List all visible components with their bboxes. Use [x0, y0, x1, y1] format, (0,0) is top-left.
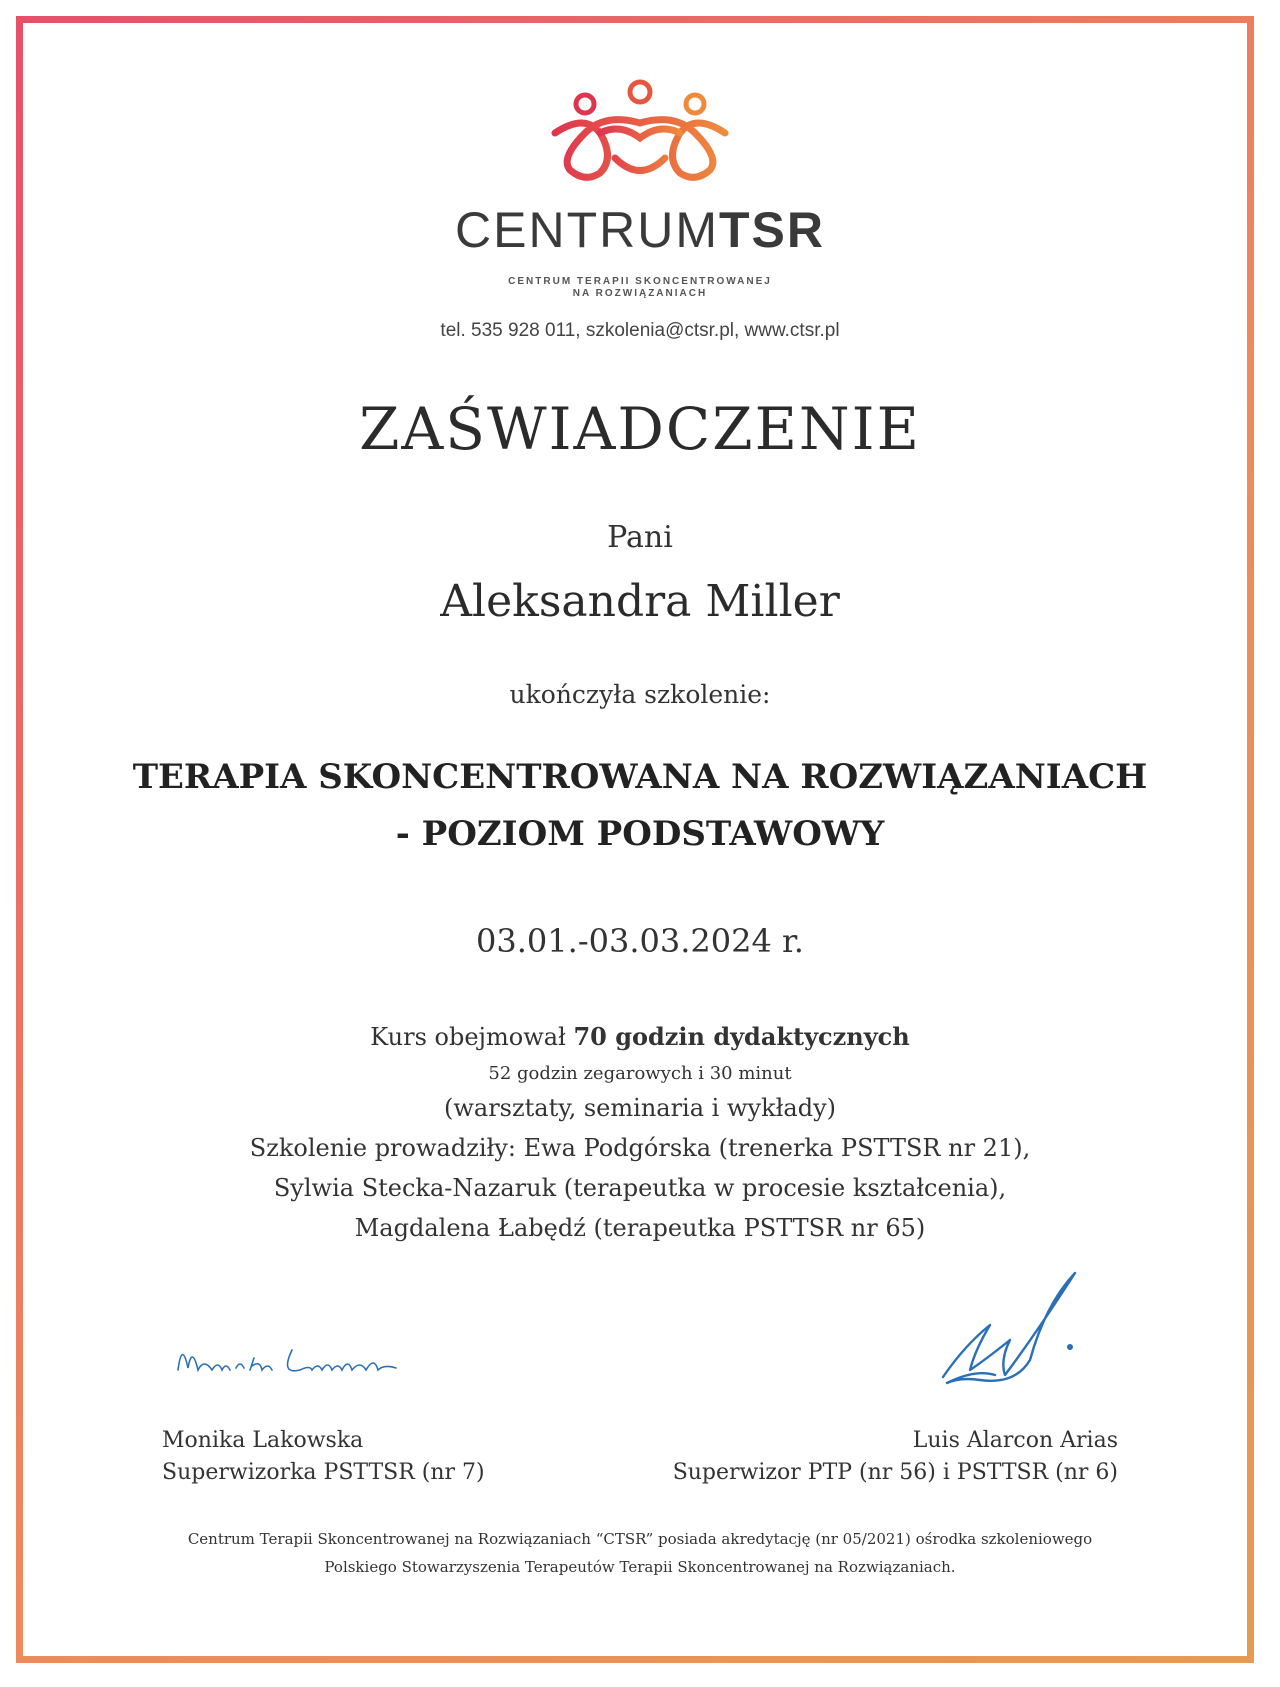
trainers-line1: Szkolenie prowadziły: Ewa Podgórska (trenerka PSTTSR nr 21),: [249, 1134, 1031, 1162]
ctsr-logo-icon: [545, 78, 735, 188]
right-signatory: [673, 1425, 1118, 1489]
course-forms: (warsztaty, seminaria i wykłady): [443, 1094, 836, 1122]
course-title-line1: TERAPIA SKONCENTROWANA NA ROZWIĄZANIACH: [132, 757, 1148, 797]
right-signatory-name: Luis Alarcon Arias: [912, 1428, 1118, 1453]
certificate-title: ZAŚWIADCZENIE: [359, 395, 921, 463]
course-dates: 03.01.-03.03.2024 r.: [476, 922, 804, 960]
right-signatory-role: Superwizor PTP (nr 56) i PSTTSR (nr 6): [672, 1460, 1118, 1485]
contact-info: tel. 535 928 011, szkolenia@ctsr.pl, www.ctsr.pl: [440, 320, 840, 341]
course-title-line2: - POZIOM PODSTAWOWY: [395, 814, 885, 854]
left-signatory-name: Monika Lakowska: [162, 1428, 364, 1453]
completed-text: ukończyła szkolenie:: [509, 680, 771, 709]
right-signature-icon: [935, 1265, 1095, 1395]
brand-name: CENTRUMTSR: [455, 202, 825, 258]
brand-subtitle-line2: NA ROZWIĄZANIACH: [572, 288, 708, 299]
course-hours: Kurs obejmował 70 godzin dydaktycznych: [370, 1022, 910, 1051]
left-signatory: [162, 1425, 485, 1489]
left-signature-icon: [170, 1330, 410, 1390]
clock-hours: 52 godzin zegarowych i 30 minut: [488, 1063, 792, 1084]
footer-accreditation-line2: Polskiego Stowarzyszenia Terapeutów Terapii Skoncentrowanej na Rozwiązaniach.: [324, 1558, 956, 1576]
trainers-line3: Magdalena Łabędź (terapeutka PSTTSR nr 65): [354, 1214, 926, 1242]
brand-subtitle-line1: CENTRUM TERAPII SKONCENTROWANEJ: [508, 276, 772, 287]
salutation: Pani: [607, 520, 673, 555]
footer-accreditation-line1: Centrum Terapii Skoncentrowanej na Rozwiązaniach “CTSR” posiada akredytację (nr 05/2021) ośrodka szkoleniowego: [187, 1530, 1093, 1548]
left-signatory-role: Superwizorka PSTTSR (nr 7): [162, 1460, 485, 1485]
trainers-line2: Sylwia Stecka-Nazaruk (terapeutka w procesie kształcenia),: [273, 1174, 1007, 1202]
recipient-name: Aleksandra Miller: [440, 576, 840, 627]
